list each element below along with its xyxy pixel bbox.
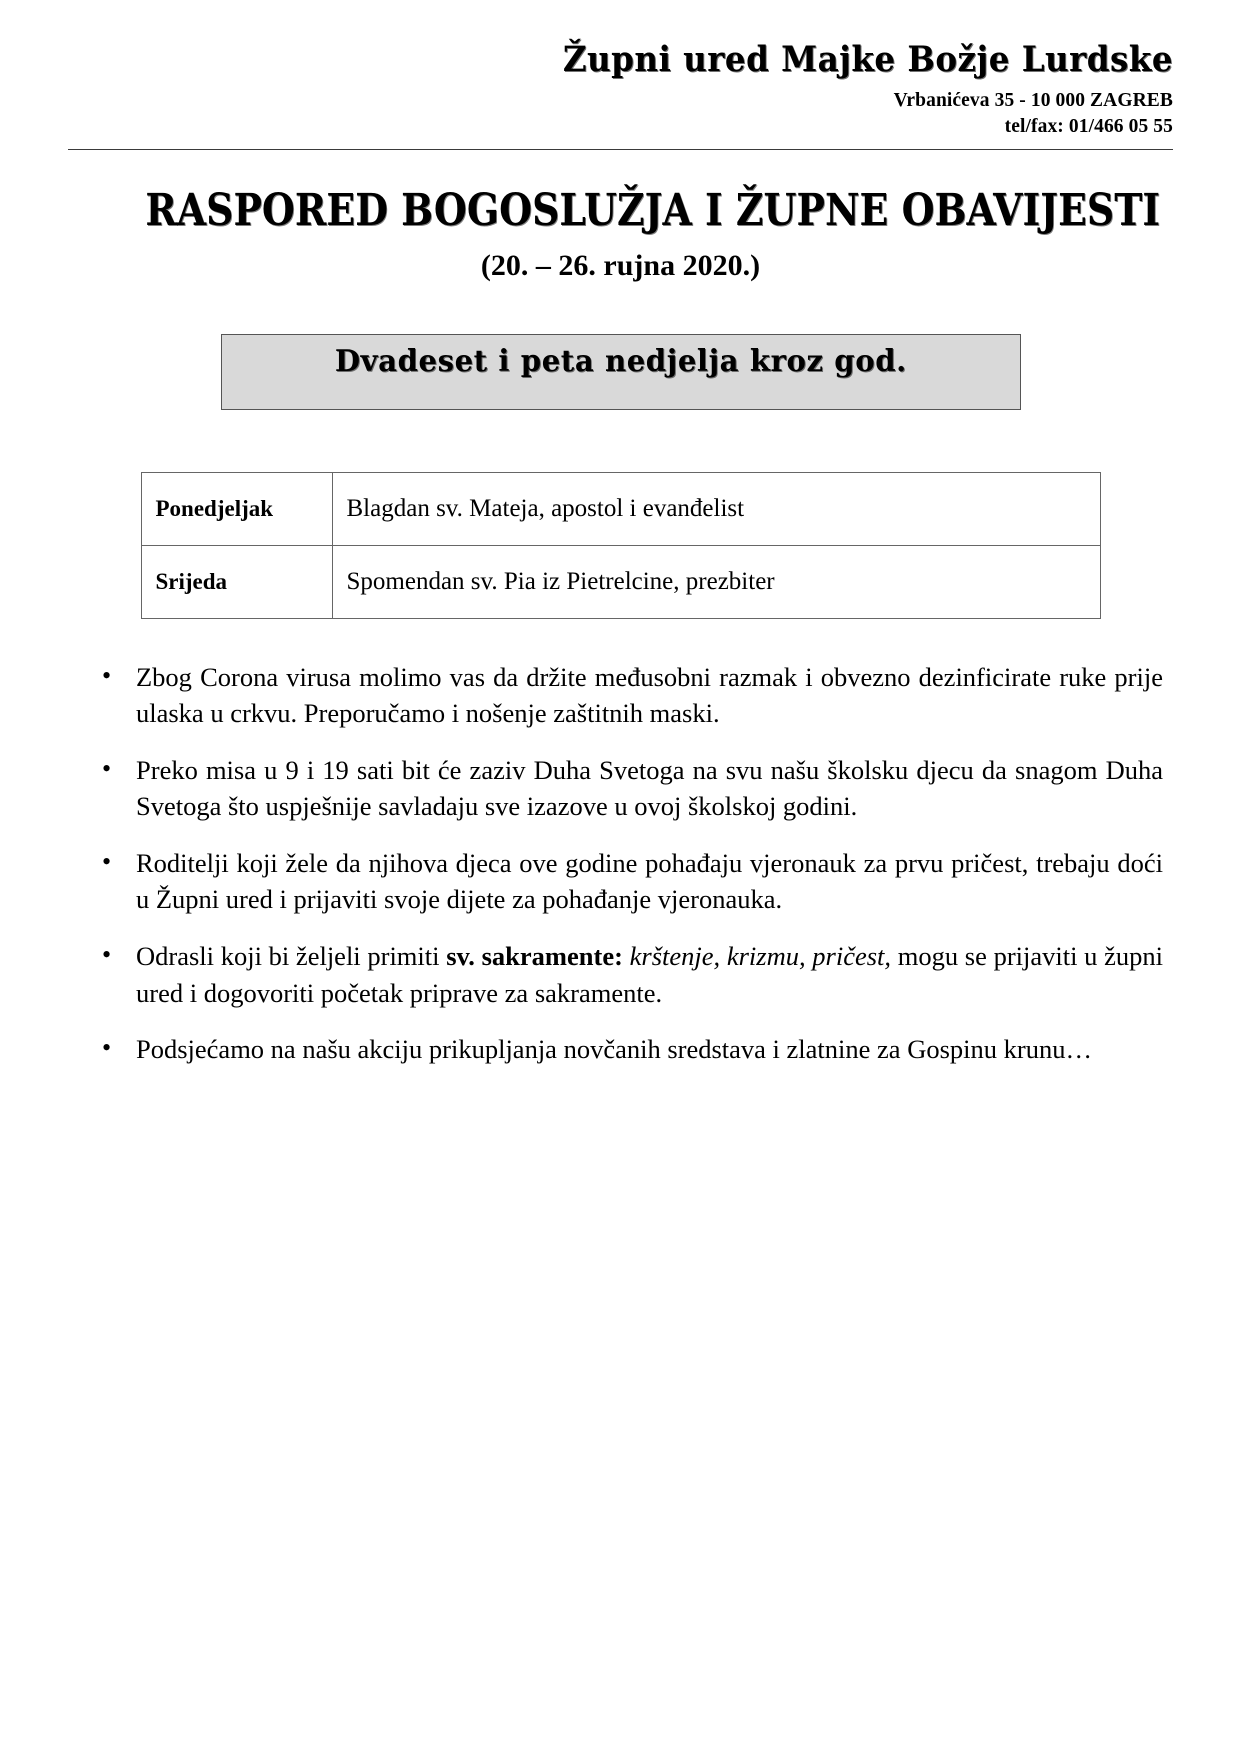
schedule-table-container: [68, 472, 1173, 619]
notice-text: Zbog Corona virusa molimo vas da držite međusobni razmak i obvezno dezinficirate ruke prije ulaska u crkvu. Preporučamo i nošenje zaštitnih maski.: [136, 661, 1163, 729]
list-item: [100, 752, 1163, 825]
table-row: [141, 545, 1100, 618]
list-item: [100, 659, 1163, 732]
letterhead: [68, 0, 1173, 140]
schedule-note: Blagdan sv. Mateja, apostol i evanđelist: [332, 472, 1100, 545]
list-item: [100, 938, 1163, 1011]
notices-list: [68, 659, 1173, 1068]
notice-text: Podsjećamo na našu akciju prikupljanja novčanih sredstava i zlatnine za Gospinu krunu…: [136, 1034, 1092, 1065]
table-row: [141, 472, 1100, 545]
sunday-banner-text: Dvadeset i peta nedjelja kroz god.: [334, 343, 907, 379]
page-title: RASPORED BOGOSLUŽJA I ŽUPNE OBAVIJESTI: [145, 185, 1161, 237]
page-subtitle: (20. – 26. rujna 2020.): [480, 248, 761, 282]
organization-name: Župni ured Majke Božje Lurdske: [562, 39, 1173, 80]
notice-text-lead: Odrasli koji bi željeli primiti: [136, 940, 447, 971]
notice-text-bold: sv. sakramente:: [446, 940, 623, 971]
list-item: [100, 845, 1163, 918]
schedule-note: Spomendan sv. Pia iz Pietrelcine, prezbiter: [332, 545, 1100, 618]
header-divider: [68, 149, 1173, 150]
list-item: [100, 1031, 1163, 1068]
banner-container: [68, 334, 1173, 410]
schedule-day: Ponedjeljak: [141, 472, 332, 545]
notice-text-tail: mogu se prijaviti u župni ured i dogovoriti početak priprave za sakramente.: [136, 940, 1163, 1008]
schedule-day: Srijeda: [141, 545, 332, 618]
notice-text-italic: krštenje, krizmu, pričest,: [622, 940, 892, 971]
organization-phone: tel/fax: 01/466 05 55: [1004, 116, 1173, 138]
notice-text: Preko misa u 9 i 19 sati bit će zaziv Duha Svetoga na svu našu školsku djecu da snagom Duha Svetoga što uspješnije savladaju sve izazove u ovoj školskoj godini.: [136, 754, 1163, 822]
sunday-banner: [221, 334, 1021, 410]
notice-text: Roditelji koji žele da njihova djeca ove godine pohađaju vjeronauk za prvu pričest, trebaju doći u Župni ured i prijaviti svoje dijete za pohađanje vjeronauka.: [136, 847, 1163, 915]
organization-address: Vrbanićeva 35 - 10 000 ZAGREB: [893, 89, 1173, 111]
schedule-table: [141, 472, 1101, 619]
